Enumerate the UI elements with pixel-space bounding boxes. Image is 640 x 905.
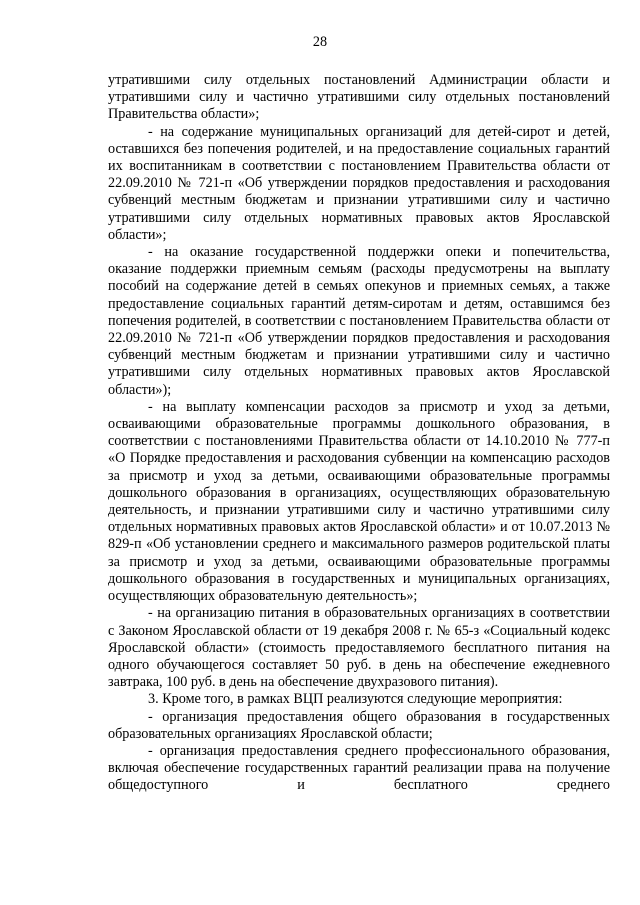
paragraph-guardianship-support: - на оказание государственной поддержки опеки и попечительства, оказание поддержки приемным семьям (расходы предусмотрены на выплату пособий на содержание детей в семьях опекунов и приемных семьях, а также предоставление социальных гарантий детям-сиротам и детям, оставшимся без попечения родителей, в соответствии с постановлением Правительства области от 22.09.2010 № 721-п «Об утверждении порядков предоставления и расходования субвенций местным бюджетам и признании утратившими силу и частично утратившими силу отдельных нормативных правовых актов Ярославской области»); [108, 244, 610, 398]
paragraph-additional-measures: 3. Кроме того, в рамках ВЦП реализуются следующие мероприятия: [148, 691, 563, 708]
paragraph-orphan-institutions: - на содержание муниципальных организаций для детей-сирот и детей, оставшихся без попечения родителей, и на предоставление социальных гарантий их воспитанникам в соответствии с постановлением Правительства области от 22.09.2010 № 721-п «Об утверждении порядков предоставления и расходования субвенций местным бюджетам и признании утратившими силу и частично утратившими силу отдельных нормативных правовых актов Ярославской области»; [108, 123, 610, 243]
body-text [108, 72, 610, 795]
paragraph-school-meals: - на организацию питания в образовательных организациях в соответствии с Законом Ярославской области от 19 декабря 2008 г. № 65-з «Социальный кодекс Ярославской области» (стоимость предоставляемого бесплатного питания на одного обучающегося составляет 50 руб. в день на обеспечение ежедневного завтрака, 100 руб. в день на обеспечение двухразового питания). [108, 605, 610, 691]
paragraph-childcare-compensation: - на выплату компенсации расходов за присмотр и уход за детьми, осваивающими образовательные программы дошкольного образования, в соответствии с постановлениями Правительства области от 14.10.2010 № 777-п «О Порядке предоставления и расходования субвенции на компенсацию расходов за присмотр и уход за детьми, осваивающими образовательные программы дошкольного образования в организациях, осуществляющих образовательную деятельность, и признании утратившими силу и частично утратившими силу отдельных нормативных правовых актов Ярославской области» и от 10.07.2013 № 829-п «Об установлении среднего и максимального размеров родительской платы за присмотр и уход за детьми, осваивающими образовательные программы дошкольного образования в государственных и муниципальных организациях, осуществляющих образовательную деятельность»; [108, 398, 610, 605]
paragraph-general-education: - организация предоставления общего образования в государственных образовательных организациях Ярославской области; [108, 708, 610, 742]
paragraph-continuation: утратившими силу отдельных постановлений Администрации области и утратившими силу и частично утратившими силу отдельных постановлений Правительства области»; [108, 72, 610, 123]
paragraph-vocational-education: - организация предоставления среднего профессионального образования, включая обеспечение государственных гарантий реализации права на получение общедоступного и бесплатного среднего [108, 742, 610, 794]
page-number: 28 [312, 34, 328, 50]
